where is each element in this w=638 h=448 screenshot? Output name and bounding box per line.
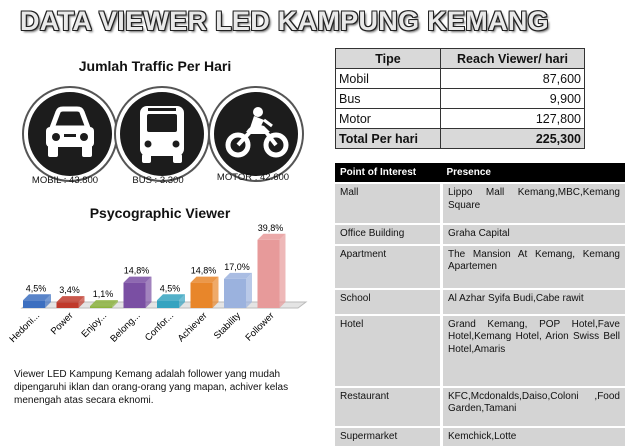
table-row xyxy=(335,315,625,387)
poi-category: Hotel xyxy=(335,315,442,387)
reach-value: 127,800 xyxy=(440,109,584,129)
reach-type: Motor xyxy=(336,109,441,129)
table-row xyxy=(336,109,585,129)
table-row xyxy=(336,69,585,89)
chart-data-label: 17,0% xyxy=(224,261,250,272)
car-icon xyxy=(24,88,116,180)
chart-category-label: Achiever xyxy=(175,310,210,345)
chart-category-label: Power xyxy=(48,310,76,338)
traffic-title: Jumlah Traffic Per Hari xyxy=(78,58,232,74)
reach-table xyxy=(335,48,585,149)
table-total-row xyxy=(336,129,585,149)
chart-category-label: Confor... xyxy=(142,310,177,344)
psycographic-chart xyxy=(0,210,315,370)
car-count-label: MOBIL : 43.800 xyxy=(31,175,99,186)
chart-category-label: Hedoni... xyxy=(7,310,43,346)
poi-category: Restaurant xyxy=(335,387,442,427)
motor-count-label: MOTOR : 42.600 xyxy=(216,172,290,183)
chart-data-label: 14,8% xyxy=(123,265,150,276)
description-text: Viewer LED Kampung Kemang adalah follower yang mudah dipengaruhi iklan dan orang-orang yang mapan, achiver kelas menengah atas secara eknomi. xyxy=(14,369,289,406)
chart-bar xyxy=(23,294,51,308)
chart-data-label: 4,5% xyxy=(25,283,47,294)
poi-presence: Kemchick,Lotte xyxy=(442,427,626,448)
table-row xyxy=(335,245,625,289)
motorcycle-icon xyxy=(210,88,302,180)
chart-category-label: Belong... xyxy=(108,310,143,345)
bus-count-label: BUS : 3.300 xyxy=(132,175,184,186)
chart-bar xyxy=(258,234,286,308)
chart-category-label: Enjoy... xyxy=(79,310,110,341)
reach-total-label: Total Per hari xyxy=(336,129,441,149)
reach-type: Mobil xyxy=(336,69,441,89)
poi-category: Apartment xyxy=(335,245,442,289)
reach-header-value: Reach Viewer/ hari xyxy=(440,49,584,69)
reach-header-type: Tipe xyxy=(336,49,441,69)
poi-header-presence: Presence xyxy=(442,163,626,183)
table-row xyxy=(336,89,585,109)
poi-presence: Grand Kemang, POP Hotel,Fave Hotel,Kemang Hotel, Arion Swiss Bell Hotel,Amaris xyxy=(442,315,626,387)
poi-presence: Lippo Mall Kemang,MBC,Kemang Square xyxy=(442,183,626,224)
reach-value: 87,600 xyxy=(440,69,584,89)
chart-category-label: Follower xyxy=(243,310,277,344)
chart-bar xyxy=(157,294,185,308)
poi-presence: Graha Capital xyxy=(442,224,626,245)
poi-presence: Al Azhar Syifa Budi,Cabe rawit xyxy=(442,289,626,315)
poi-category: Mall xyxy=(335,183,442,224)
table-row xyxy=(335,183,625,224)
chart-title: Psycographic Viewer xyxy=(89,205,231,221)
poi-category: Office Building xyxy=(335,224,442,245)
chart-data-label: 1,1% xyxy=(92,289,114,300)
chart-category-label: Stability xyxy=(211,310,244,342)
chart-data-label: 39,8% xyxy=(257,222,284,233)
poi-presence: The Mansion At Kemang, Kemang Apartemen xyxy=(442,245,626,289)
poi-table xyxy=(335,163,625,448)
chart-bar xyxy=(224,273,252,308)
table-row xyxy=(335,427,625,448)
chart-bar xyxy=(191,277,219,308)
poi-category: School xyxy=(335,289,442,315)
table-row xyxy=(335,387,625,427)
chart-bar xyxy=(124,277,152,308)
poi-header-point: Point of Interest xyxy=(335,163,442,183)
bus-icon xyxy=(116,88,208,180)
chart-data-label: 4,5% xyxy=(159,283,181,294)
reach-type: Bus xyxy=(336,89,441,109)
poi-presence: KFC,Mcdonalds,Daiso,Coloni ,Food Garden,Tamani xyxy=(442,387,626,427)
reach-value: 9,900 xyxy=(440,89,584,109)
chart-data-label: 3,4% xyxy=(59,285,80,296)
chart-data-label: 14,8% xyxy=(190,265,217,276)
table-row xyxy=(335,224,625,245)
poi-category: Supermarket xyxy=(335,427,442,448)
table-row xyxy=(335,289,625,315)
page-title: DATA VIEWER LED KAMPUNG KEMANG xyxy=(20,6,549,36)
reach-total-value: 225,300 xyxy=(440,129,584,149)
